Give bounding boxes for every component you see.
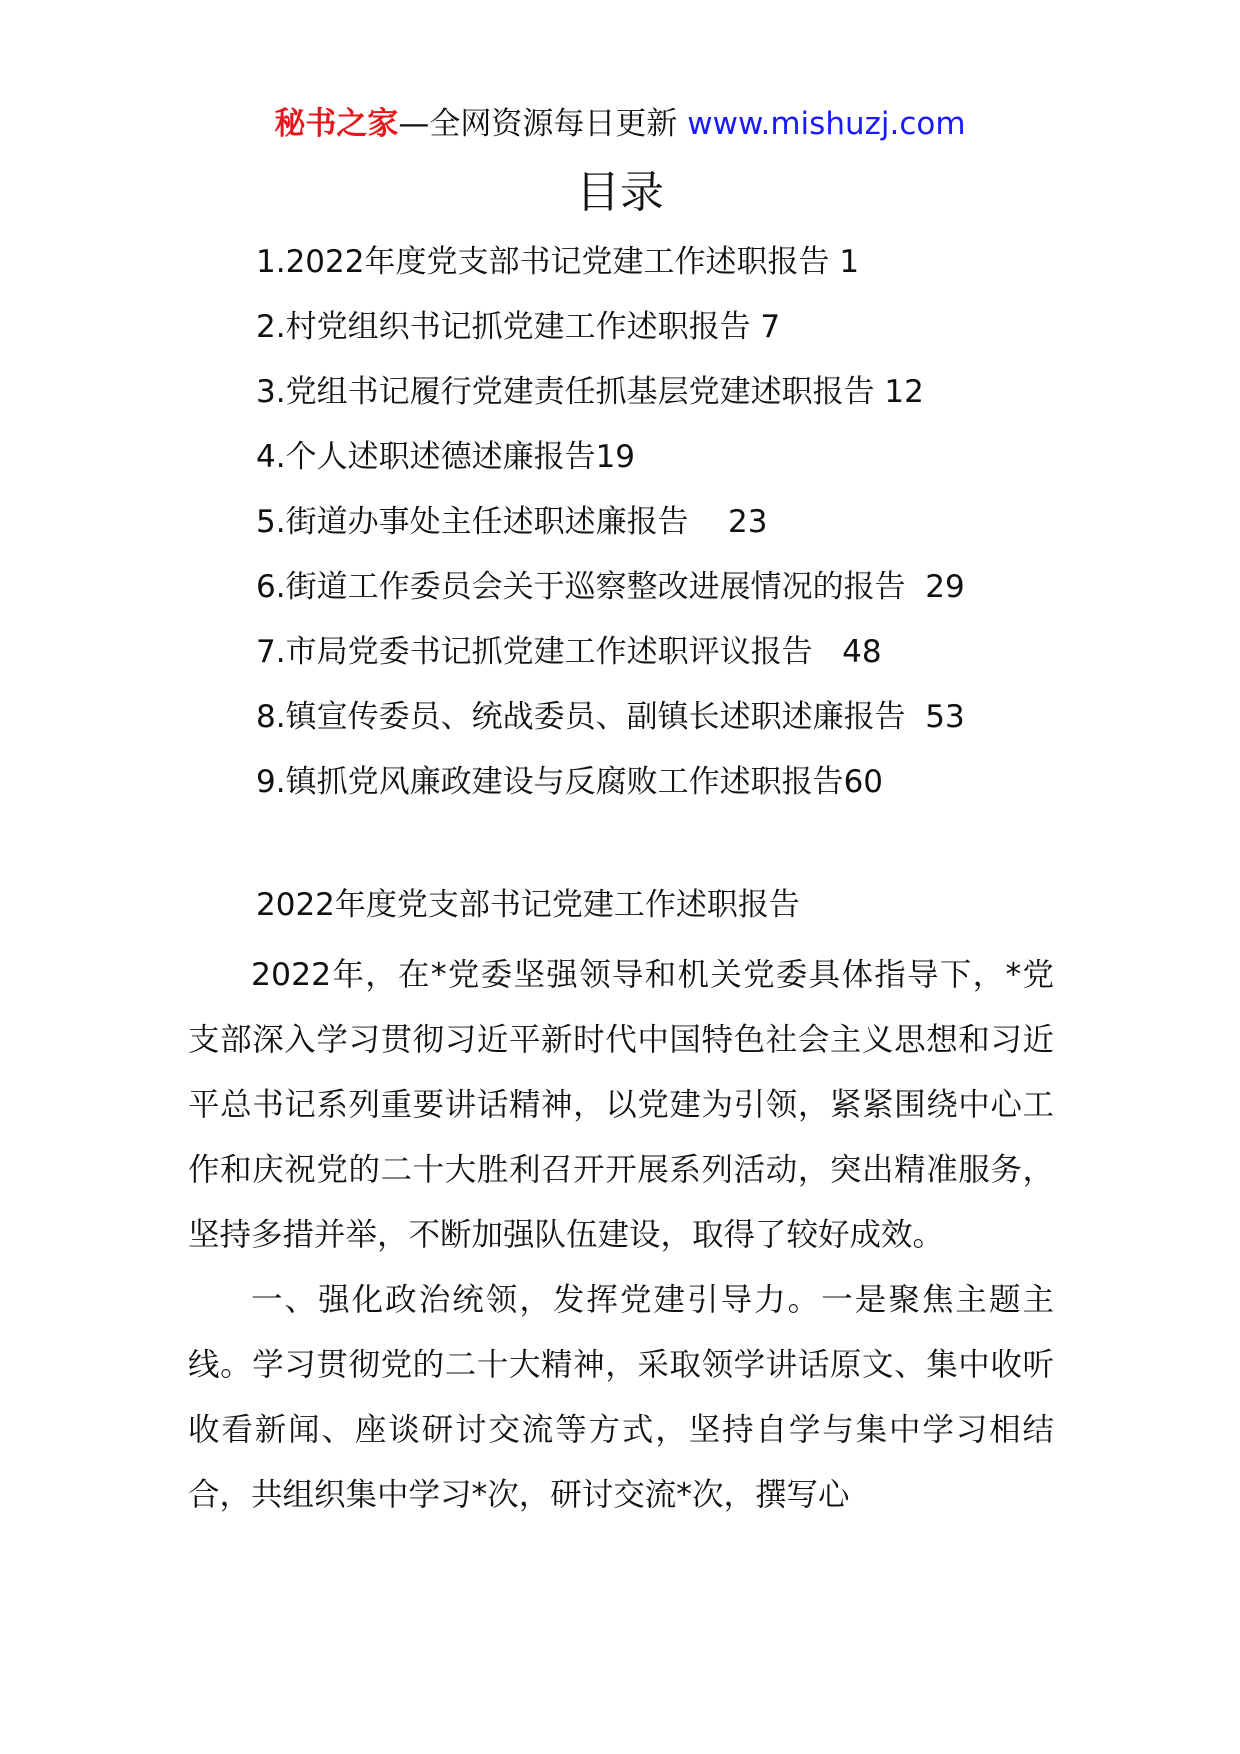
toc-list xyxy=(256,230,965,815)
body-paragraph: 2022年，在*党委坚强领导和机关党委具体指导下，*党支部深入学习贯彻习近平新时代中国特色社会主义思想和习近平总书记系列重要讲话精神，以党建为引领，紧紧围绕中心工作和庆祝党的二十大胜利召开开展系列活动，突出精准服务，坚持多措并举，不断加强队伍建设，取得了较好成效。 xyxy=(188,957,1054,1253)
toc-item[interactable]: 3.党组书记履行党建责任抓基层党建述职报告 12 xyxy=(256,374,924,410)
document-body xyxy=(188,943,1054,1528)
toc-title: 目录 xyxy=(576,167,664,218)
document-title: 2022年度党支部书记党建工作述职报告 xyxy=(256,887,800,923)
toc-item[interactable]: 2.村党组织书记抓党建工作述职报告 7 xyxy=(256,309,781,345)
body-paragraph: 一、强化政治统领，发挥党建引导力。一是聚焦主题主线。学习贯彻党的二十大精神，采取领学讲话原文、集中收听收看新闻、座谈研讨交流等方式，坚持自学与集中学习相结合，共组织集中学习*次，研讨交流*次，撰写心 xyxy=(188,1282,1054,1513)
toc-item[interactable]: 6.街道工作委员会关于巡察整改进展情况的报告 29 xyxy=(256,569,965,605)
toc-item[interactable]: 1.2022年度党支部书记党建工作述职报告 1 xyxy=(256,244,860,280)
site-header xyxy=(0,102,1240,146)
toc-item[interactable]: 9.镇抓党风廉政建设与反腐败工作述职报告60 xyxy=(256,764,884,800)
toc-item[interactable]: 4.个人述职述德述廉报告19 xyxy=(256,439,636,475)
toc-item[interactable]: 7.市局党委书记抓党建工作述职评议报告 48 xyxy=(256,634,882,670)
site-brand: 秘书之家 xyxy=(274,106,399,142)
site-url[interactable]: www.mishuzj.com xyxy=(687,106,966,142)
site-tagline: —全网资源每日更新 xyxy=(398,106,688,142)
toc-item[interactable]: 8.镇宣传委员、统战委员、副镇长述职述廉报告 53 xyxy=(256,699,965,735)
toc-item[interactable]: 5.街道办事处主任述职述廉报告 23 xyxy=(256,504,768,540)
